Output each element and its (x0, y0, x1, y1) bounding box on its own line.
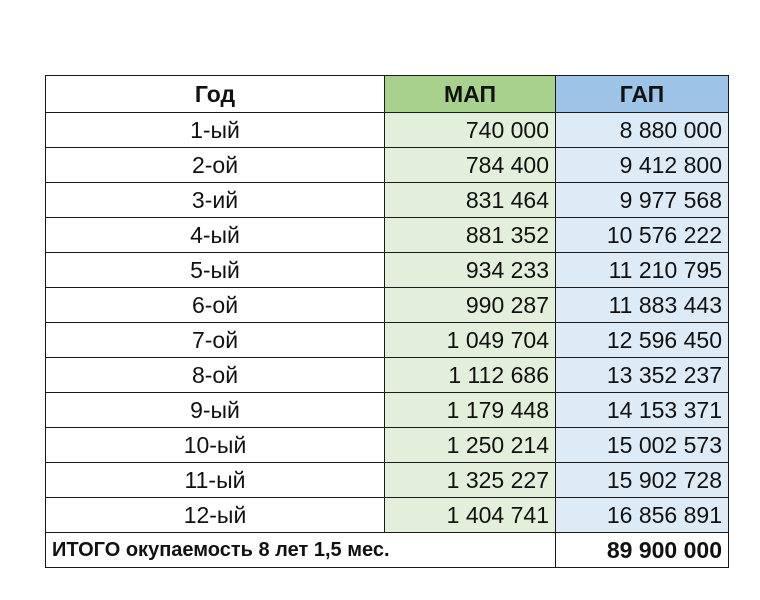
year-cell: 9-ый (46, 393, 385, 428)
table-row (46, 183, 729, 218)
table-row (46, 358, 729, 393)
map-cell: 1 325 227 (385, 463, 556, 498)
gap-cell: 11 883 443 (556, 288, 729, 323)
table-row (46, 218, 729, 253)
gap-cell: 9 977 568 (556, 183, 729, 218)
year-cell: 7-ой (46, 323, 385, 358)
header-map: МАП (385, 76, 556, 113)
gap-cell: 12 596 450 (556, 323, 729, 358)
gap-cell: 16 856 891 (556, 498, 729, 533)
header-gap: ГАП (556, 76, 729, 113)
payback-table-container (45, 75, 728, 568)
gap-cell: 14 153 371 (556, 393, 729, 428)
gap-cell: 13 352 237 (556, 358, 729, 393)
gap-cell: 15 002 573 (556, 428, 729, 463)
map-cell: 831 464 (385, 183, 556, 218)
year-cell: 1-ый (46, 113, 385, 148)
gap-cell: 15 902 728 (556, 463, 729, 498)
year-cell: 3-ий (46, 183, 385, 218)
map-cell: 1 049 704 (385, 323, 556, 358)
table-row (46, 428, 729, 463)
map-cell: 1 179 448 (385, 393, 556, 428)
table-row (46, 253, 729, 288)
header-year: Год (46, 76, 385, 113)
year-cell: 8-ой (46, 358, 385, 393)
year-cell: 6-ой (46, 288, 385, 323)
map-cell: 1 404 741 (385, 498, 556, 533)
gap-cell: 11 210 795 (556, 253, 729, 288)
map-cell: 934 233 (385, 253, 556, 288)
map-cell: 784 400 (385, 148, 556, 183)
table-row (46, 323, 729, 358)
map-cell: 881 352 (385, 218, 556, 253)
table-row (46, 113, 729, 148)
year-cell: 4-ый (46, 218, 385, 253)
year-cell: 2-ой (46, 148, 385, 183)
year-cell: 5-ый (46, 253, 385, 288)
total-row (46, 533, 729, 568)
table-row (46, 148, 729, 183)
total-value: 89 900 000 (556, 533, 729, 568)
table-header-row (46, 76, 729, 113)
map-cell: 990 287 (385, 288, 556, 323)
total-label: ИТОГО окупаемость 8 лет 1,5 мес. (46, 533, 556, 568)
year-cell: 10-ый (46, 428, 385, 463)
map-cell: 1 250 214 (385, 428, 556, 463)
table-row (46, 498, 729, 533)
map-cell: 1 112 686 (385, 358, 556, 393)
table-row (46, 393, 729, 428)
table-row (46, 463, 729, 498)
gap-cell: 8 880 000 (556, 113, 729, 148)
gap-cell: 10 576 222 (556, 218, 729, 253)
year-cell: 11-ый (46, 463, 385, 498)
payback-table (45, 75, 729, 568)
table-row (46, 288, 729, 323)
gap-cell: 9 412 800 (556, 148, 729, 183)
map-cell: 740 000 (385, 113, 556, 148)
year-cell: 12-ый (46, 498, 385, 533)
